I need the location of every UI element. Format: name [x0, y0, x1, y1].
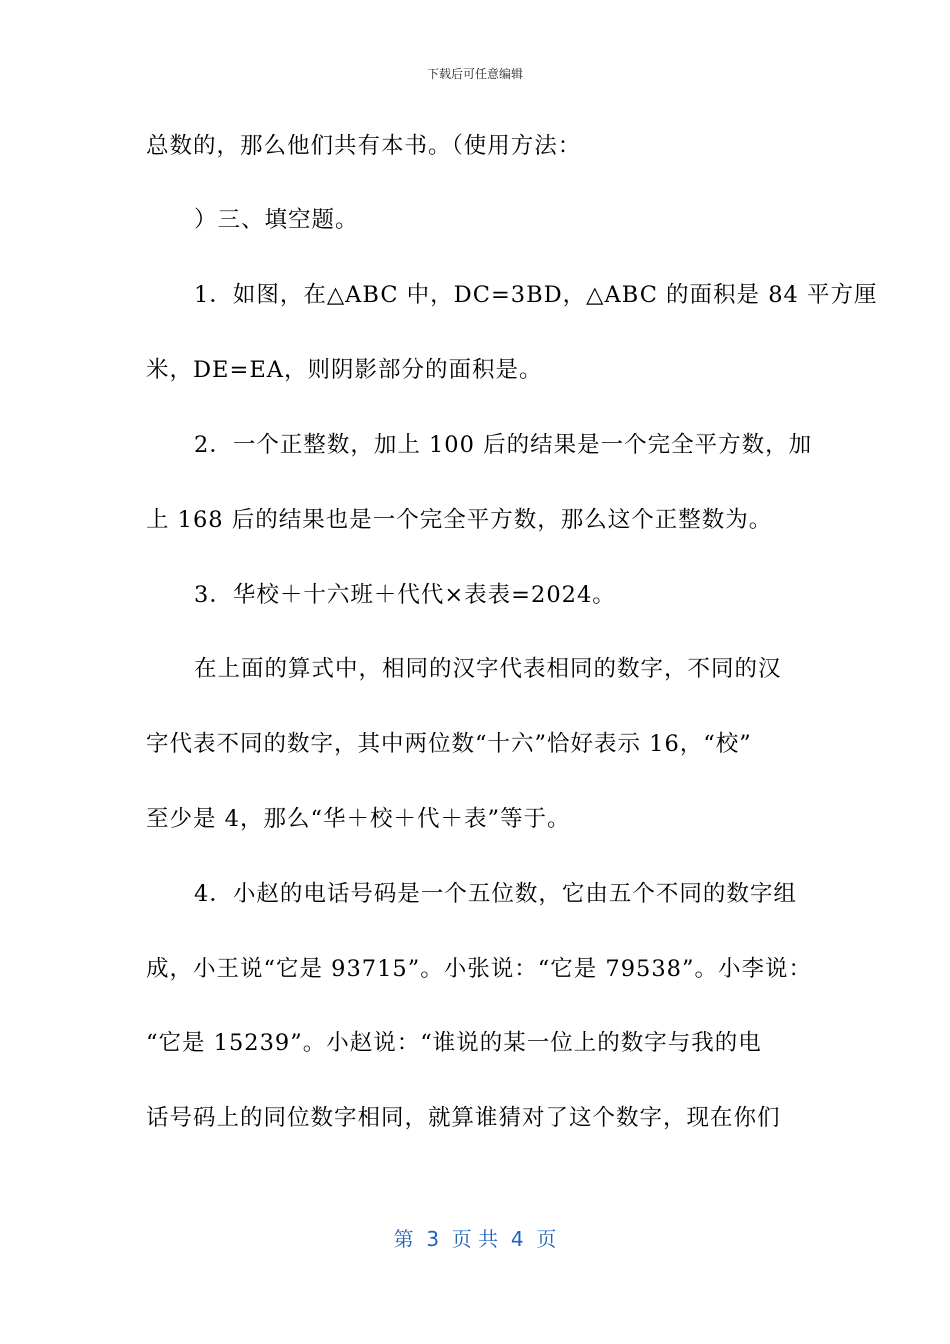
- text-line-12: 成，小王说“它是 93715”。小张说：“它是 79538”。小李说：: [146, 956, 812, 982]
- text-line-8: 在上面的算式中，相同的汉字代表相同的数字，不同的汉: [194, 656, 782, 682]
- text-line-14: 话号码上的同位数字相同，就算谁猜对了这个数字，现在你们: [146, 1105, 781, 1131]
- text-line-3: 1．如图，在△ABC 中，DC=3BD，△ABC 的面积是 84 平方厘: [194, 282, 878, 308]
- text-line-7: 3．华校＋十六班＋代代×表表=2024。: [194, 582, 616, 608]
- text-line-5: 2．一个正整数，加上 100 后的结果是一个完全平方数，加: [194, 432, 813, 458]
- text-line-9: 字代表不同的数字，其中两位数“十六”恰好表示 16，“校”: [146, 731, 752, 757]
- text-line-4: 米，DE=EA，则阴影部分的面积是。: [146, 357, 543, 383]
- text-line-1: 总数的，那么他们共有本书。（使用方法：: [146, 133, 582, 159]
- text-line-2: ）三、填空题。: [194, 207, 359, 233]
- page-header-note: 下载后可任意编辑: [426, 67, 523, 81]
- text-line-11: 4．小赵的电话号码是一个五位数，它由五个不同的数字组: [194, 881, 797, 907]
- text-line-10: 至少是 4，那么“华＋校＋代＋表”等于。: [146, 806, 571, 832]
- text-line-13: “它是 15239”。小赵说：“谁说的某一位上的数字与我的电: [146, 1030, 762, 1056]
- text-line-6: 上 168 后的结果也是一个完全平方数，那么这个正整数为。: [146, 507, 773, 533]
- page-number-footer: 第 3 页 共 4 页: [393, 1227, 557, 1251]
